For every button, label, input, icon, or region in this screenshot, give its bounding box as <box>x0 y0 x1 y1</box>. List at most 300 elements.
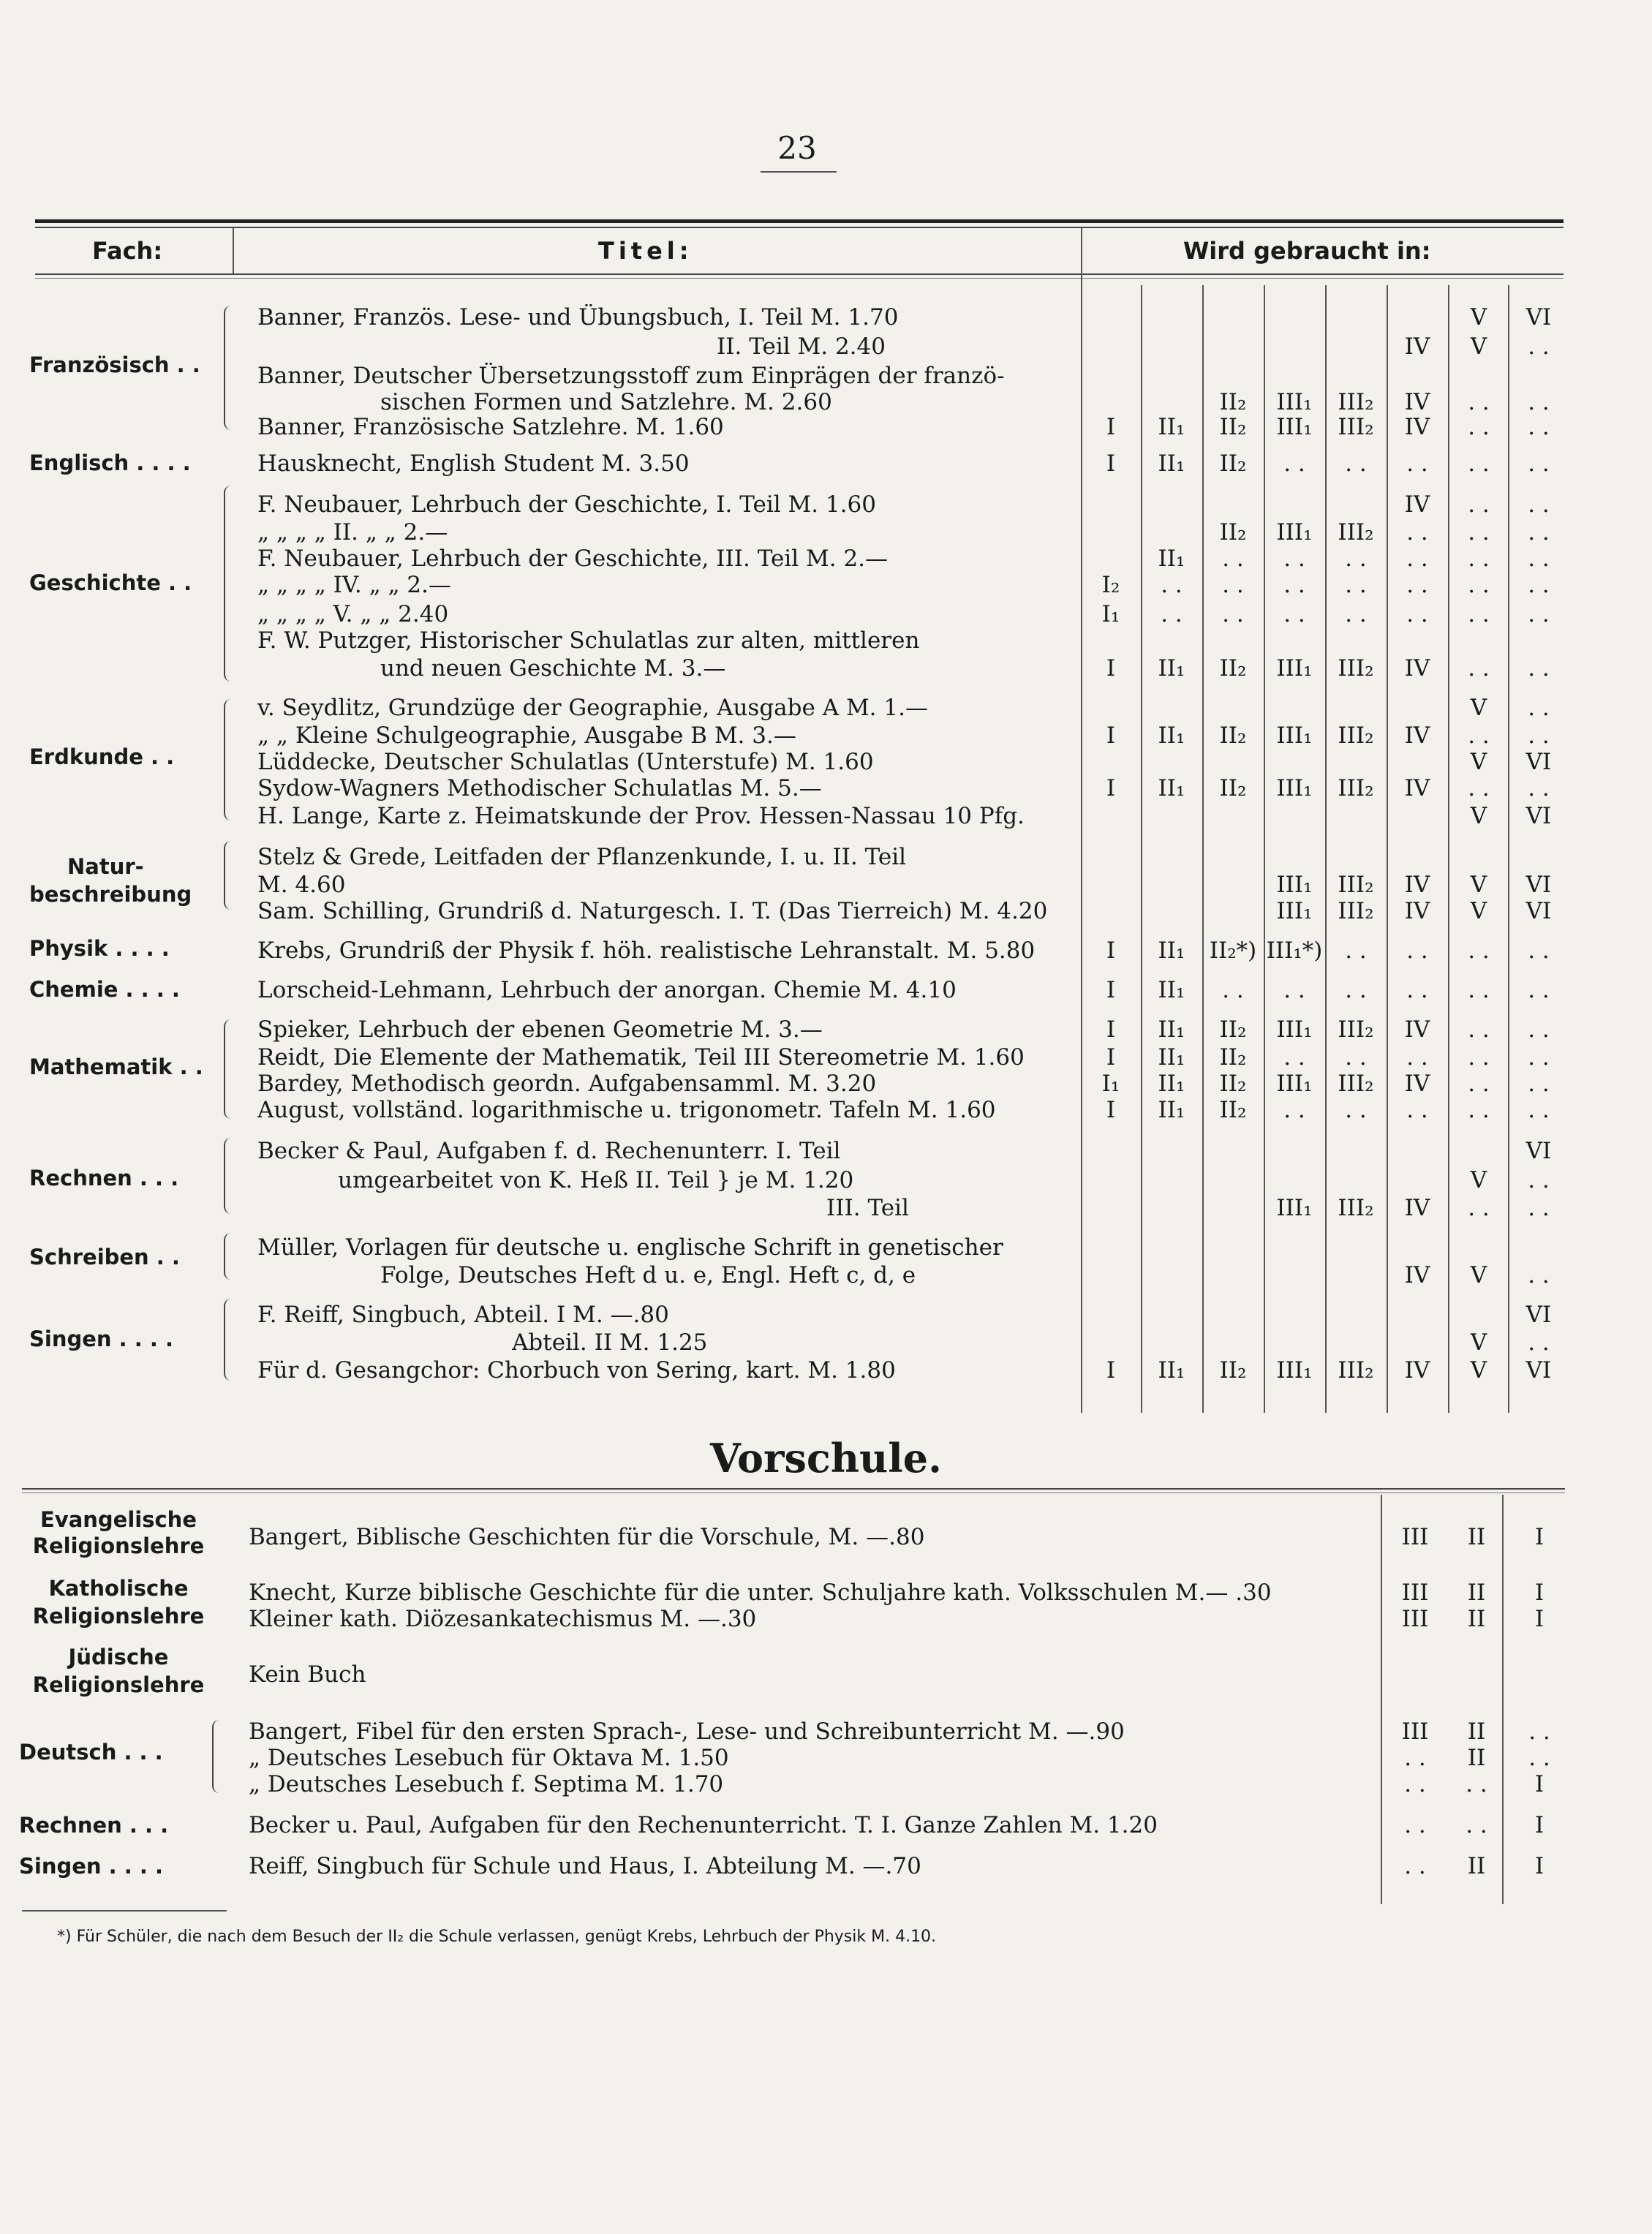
class-cell: . . <box>1468 601 1490 627</box>
book-title: III. Teil <box>826 1195 909 1221</box>
table-row <box>0 1718 1652 1748</box>
class-cell: . . <box>1283 601 1305 627</box>
class-cell: . . <box>1468 491 1490 518</box>
class-cell: II <box>1467 1718 1486 1745</box>
table-row <box>0 1524 1652 1553</box>
class-cell: II₂ <box>1219 775 1247 801</box>
class-cell: V <box>1470 304 1487 331</box>
class-cell: I <box>1106 722 1116 749</box>
book-title: F. Neubauer, Lehrbuch der Geschichte, I. Teil M. 1.60 <box>257 491 876 518</box>
class-cell: III₁ <box>1276 872 1313 898</box>
class-cell: I <box>1106 1044 1116 1071</box>
table-row <box>0 333 1652 363</box>
class-cell: . . <box>1528 450 1550 477</box>
table-row <box>0 1302 1652 1331</box>
class-cell: VI <box>1525 803 1552 829</box>
table-row <box>0 844 1652 873</box>
book-title: II. Teil M. 2.40 <box>717 333 886 360</box>
table-row <box>0 1044 1652 1073</box>
vorschule-subject-juedisch-2: Religionslehre <box>32 1672 205 1697</box>
book-title: „ Deutsches Lesebuch für Oktava M. 1.50 <box>249 1745 729 1771</box>
class-cell: . . <box>1404 1812 1426 1838</box>
footnote: *) Für Schüler, die nach dem Besuch der II₂ die Schule verlassen, genügt Krebs, Lehrbuch der Physik M. 4.10. <box>57 1928 937 1946</box>
book-title: Für d. Gesangchor: Chorbuch von Sering, kart. M. 1.80 <box>257 1357 896 1384</box>
page-number-rule <box>761 171 837 173</box>
class-cell: V <box>1470 749 1487 775</box>
class-cell: III₁ <box>1276 519 1313 546</box>
class-cell: V <box>1470 872 1487 898</box>
book-title: Reidt, Die Elemente der Mathematik, Teil III Stereometrie M. 1.60 <box>257 1044 1025 1071</box>
class-cell: . . <box>1283 546 1305 572</box>
class-cell: . . <box>1528 937 1550 964</box>
class-cell: . . <box>1468 655 1490 682</box>
class-cell: II₁ <box>1158 655 1185 682</box>
table-row <box>0 803 1652 832</box>
class-cell: III₂ <box>1338 1195 1374 1221</box>
book-title: „ „ „ „ IV. „ „ 2.— <box>257 572 451 598</box>
vorschule-subject-katholisch-2: Religionslehre <box>32 1604 205 1629</box>
class-cell: III₁ <box>1276 775 1313 801</box>
table-row <box>0 1812 1652 1841</box>
book-title: Banner, Französische Satzlehre. M. 1.60 <box>257 414 724 440</box>
class-cell: II₁ <box>1158 414 1185 440</box>
book-title: Lorscheid-Lehmann, Lehrbuch der anorgan. Chemie M. 4.10 <box>257 977 957 1003</box>
class-cell: . . <box>1222 572 1244 598</box>
table-row <box>0 1016 1652 1046</box>
book-title: „ „ „ „ V. „ „ 2.40 <box>257 601 449 627</box>
class-cell: II₂*) <box>1209 937 1257 964</box>
class-cell: . . <box>1222 601 1244 627</box>
subject-franzoesisch: Französisch . . <box>29 352 200 377</box>
class-cell: IV <box>1404 722 1430 749</box>
book-title: „ „ „ „ II. „ „ 2.— <box>257 519 448 546</box>
class-cell: IV <box>1404 1357 1430 1384</box>
class-cell: IV <box>1404 333 1430 360</box>
book-title: Stelz & Grede, Leitfaden der Pflanzenkunde, I. u. II. Teil <box>257 844 907 870</box>
class-cell: III <box>1401 1718 1429 1745</box>
class-cell: . . <box>1404 1771 1426 1797</box>
book-title: Kleiner kath. Diözesankatechismus M. —.30 <box>249 1606 757 1632</box>
table-row <box>0 695 1652 724</box>
class-cell: I <box>1106 937 1116 964</box>
class-cell: I₂ <box>1101 572 1120 598</box>
class-cell: . . <box>1404 1745 1426 1771</box>
table-row <box>0 627 1652 657</box>
class-cell: . . <box>1161 572 1183 598</box>
class-cell: III₁ <box>1276 414 1313 440</box>
class-cell: I <box>1106 775 1116 801</box>
table-row <box>0 491 1652 521</box>
class-cell: IV <box>1404 1071 1430 1097</box>
class-cell: . . <box>1528 722 1550 749</box>
class-cell: . . <box>1406 572 1428 598</box>
class-cell: II₂ <box>1219 519 1247 546</box>
class-cell: II₁ <box>1158 450 1185 477</box>
book-title: und neuen Geschichte M. 3.— <box>380 655 726 682</box>
class-cell: . . <box>1528 546 1550 572</box>
class-cell: IV <box>1404 389 1430 415</box>
class-cell: . . <box>1468 775 1490 801</box>
class-cell: . . <box>1468 1097 1490 1123</box>
table-row <box>0 1138 1652 1167</box>
book-title: Müller, Vorlagen für deutsche u. englische Schrift in genetischer <box>257 1234 1003 1261</box>
class-cell: II₂ <box>1219 655 1247 682</box>
class-cell: . . <box>1466 1812 1487 1838</box>
class-cell: . . <box>1528 1016 1550 1043</box>
column-divider <box>1381 1495 1382 1904</box>
class-cell: . . <box>1468 977 1490 1003</box>
class-cell: II₁ <box>1158 722 1185 749</box>
subject-naturbeschreibung-line2: beschreibung <box>29 882 192 907</box>
class-cell: V <box>1470 1262 1487 1288</box>
footnote-rule <box>22 1910 227 1912</box>
table-row <box>0 1195 1652 1224</box>
table-row <box>0 363 1652 392</box>
book-title: M. 4.60 <box>257 872 346 898</box>
class-cell: . . <box>1406 546 1428 572</box>
class-cell: I <box>1534 1853 1544 1879</box>
class-cell: . . <box>1528 1071 1550 1097</box>
class-cell: . . <box>1468 450 1490 477</box>
class-cell: III₂ <box>1338 872 1374 898</box>
class-cell: VI <box>1525 898 1552 924</box>
book-title: „ „ Kleine Schulgeographie, Ausgabe B M. 3.— <box>257 722 796 749</box>
class-cell: II <box>1467 1853 1486 1879</box>
book-title: Spieker, Lehrbuch der ebenen Geometrie M. 3.— <box>257 1016 823 1043</box>
book-title: Becker & Paul, Aufgaben f. d. Rechenunterr. I. Teil <box>257 1138 841 1164</box>
table-row <box>0 977 1652 1006</box>
class-cell: . . <box>1466 1771 1487 1797</box>
subject-rechnen: Rechnen . . . <box>29 1166 179 1190</box>
book-title: Bangert, Fibel für den ersten Sprach-, Lese- und Schreibunterricht M. —.90 <box>249 1718 1125 1745</box>
column-divider <box>233 228 234 273</box>
vorschule-subject-katholisch-1: Katholische <box>48 1576 189 1601</box>
class-cell: . . <box>1283 572 1305 598</box>
class-cell: . . <box>1345 1044 1367 1071</box>
class-cell: V <box>1470 695 1487 721</box>
class-cell: IV <box>1404 655 1430 682</box>
table-row <box>0 414 1652 443</box>
class-cell: II₂ <box>1219 1044 1247 1071</box>
book-title: sischen Formen und Satzlehre. M. 2.60 <box>380 389 832 415</box>
table-row <box>0 546 1652 575</box>
vorschule-subject-evangelisch-1: Evangelische <box>39 1507 197 1532</box>
book-title: Becker u. Paul, Aufgaben für den Rechenunterricht. T. I. Ganze Zahlen M. 1.20 <box>249 1812 1158 1838</box>
book-title: Banner, Deutscher Übersetzungsstoff zum Einprägen der franzö- <box>257 363 1005 389</box>
class-cell: III₂ <box>1338 389 1374 415</box>
class-cell: . . <box>1406 1044 1428 1071</box>
vorschule-heading: Vorschule. <box>710 1435 942 1482</box>
book-title: Knecht, Kurze biblische Geschichte für die unter. Schuljahre kath. Volksschulen M.— .30 <box>249 1580 1272 1606</box>
subject-erdkunde: Erdkunde . . <box>29 744 175 769</box>
class-cell: . . <box>1528 491 1550 518</box>
subject-singen: Singen . . . . <box>29 1327 173 1351</box>
class-cell: V <box>1470 1357 1487 1384</box>
class-cell: I <box>1106 655 1116 682</box>
class-cell: II <box>1467 1745 1486 1771</box>
class-cell: I <box>1534 1771 1544 1797</box>
class-cell: III₁*) <box>1266 937 1323 964</box>
class-cell: . . <box>1406 519 1428 546</box>
class-cell: III₂ <box>1338 414 1374 440</box>
table-row <box>0 1167 1652 1196</box>
table-row <box>0 1329 1652 1359</box>
subject-mathematik: Mathematik . . <box>29 1054 203 1079</box>
class-cell: . . <box>1528 1262 1550 1288</box>
header-rule <box>35 273 1564 275</box>
book-title: Sydow-Wagners Methodischer Schulatlas M. 5.— <box>257 775 822 801</box>
table-row <box>0 1071 1652 1100</box>
class-cell: II₁ <box>1158 937 1185 964</box>
book-title: Sam. Schilling, Grundriß d. Naturgesch. I. T. (Das Tierreich) M. 4.20 <box>257 898 1048 924</box>
class-cell: . . <box>1283 1044 1305 1071</box>
class-cell: . . <box>1528 977 1550 1003</box>
table-row <box>0 937 1652 967</box>
class-cell: III₁ <box>1276 722 1313 749</box>
column-divider <box>1502 1495 1504 1904</box>
class-cell: IV <box>1404 1262 1430 1288</box>
class-cell: . . <box>1406 937 1428 964</box>
class-cell: . . <box>1468 414 1490 440</box>
class-cell: . . <box>1345 601 1367 627</box>
book-title: umgearbeitet von K. Heß II. Teil } je M. 1.20 <box>338 1167 854 1193</box>
table-row <box>0 1357 1652 1386</box>
class-cell: . . <box>1404 1853 1426 1879</box>
class-cell: . . <box>1222 977 1244 1003</box>
class-cell: III₁ <box>1276 1195 1313 1221</box>
book-title: Reiff, Singbuch für Schule und Haus, I. Abteilung M. —.70 <box>249 1853 921 1879</box>
class-cell: . . <box>1283 1097 1305 1123</box>
class-cell: II <box>1467 1580 1486 1606</box>
table-row <box>0 749 1652 778</box>
class-cell: I <box>1534 1524 1544 1550</box>
class-cell: I <box>1106 414 1116 440</box>
class-cell: VI <box>1525 872 1552 898</box>
table-row <box>0 1234 1652 1264</box>
class-cell: . . <box>1468 1195 1490 1221</box>
book-title: Lüddecke, Deutscher Schulatlas (Unterstufe) M. 1.60 <box>257 749 874 775</box>
class-cell: III₂ <box>1338 1016 1374 1043</box>
class-cell: VI <box>1525 304 1552 331</box>
book-title: F. Reiff, Singbuch, Abteil. I M. —.80 <box>257 1302 669 1328</box>
class-cell: III₂ <box>1338 722 1374 749</box>
class-cell: . . <box>1528 775 1550 801</box>
class-cell: III₁ <box>1276 389 1313 415</box>
class-cell: V <box>1470 803 1487 829</box>
table-row <box>0 1745 1652 1774</box>
subject-englisch: Englisch . . . . <box>29 450 191 475</box>
book-title: Kein Buch <box>249 1661 366 1688</box>
class-cell: . . <box>1406 977 1428 1003</box>
table-row <box>0 519 1652 548</box>
table-row <box>0 1262 1652 1291</box>
class-cell: I <box>1106 1097 1116 1123</box>
class-cell: II₁ <box>1158 546 1185 572</box>
class-cell: III₂ <box>1338 1357 1374 1384</box>
class-cell: I <box>1106 977 1116 1003</box>
subject-physik: Physik . . . . <box>29 936 170 961</box>
class-cell: II₂ <box>1219 722 1247 749</box>
table-row <box>0 1097 1652 1126</box>
vorschule-subject-evangelisch-2: Religionslehre <box>32 1533 205 1558</box>
class-cell: II₂ <box>1219 414 1247 440</box>
class-cell: . . <box>1468 1016 1490 1043</box>
class-cell: . . <box>1345 937 1367 964</box>
table-row <box>0 304 1652 333</box>
vorschule-subject-deutsch: Deutsch . . . <box>19 1740 163 1765</box>
class-cell: III₁ <box>1276 898 1313 924</box>
table-row <box>0 1606 1652 1635</box>
class-cell: III₁ <box>1276 1357 1313 1384</box>
class-cell: . . <box>1528 1718 1550 1745</box>
class-cell: VI <box>1525 1138 1552 1164</box>
class-cell: . . <box>1528 601 1550 627</box>
class-cell: . . <box>1528 1329 1550 1356</box>
class-cell: . . <box>1528 389 1550 415</box>
table-row <box>0 1853 1652 1882</box>
class-cell: . . <box>1406 450 1428 477</box>
class-cell: I <box>1106 1357 1116 1384</box>
class-cell: . . <box>1528 1195 1550 1221</box>
table-row <box>0 450 1652 480</box>
class-cell: . . <box>1528 695 1550 721</box>
class-cell: I <box>1534 1606 1544 1632</box>
class-cell: . . <box>1528 519 1550 546</box>
class-cell: . . <box>1468 1044 1490 1071</box>
class-cell: V <box>1470 898 1487 924</box>
class-cell: . . <box>1528 1167 1550 1193</box>
subject-geschichte: Geschichte . . <box>29 570 192 595</box>
class-cell: III₂ <box>1338 655 1374 682</box>
class-cell: . . <box>1468 937 1490 964</box>
book-title: F. Neubauer, Lehrbuch der Geschichte, III. Teil M. 2.— <box>257 546 889 572</box>
class-cell: II₂ <box>1219 1016 1247 1043</box>
book-title: Banner, Französ. Lese- und Übungsbuch, I. Teil M. 1.70 <box>257 304 899 331</box>
class-cell: . . <box>1406 1097 1428 1123</box>
table-row <box>0 1771 1652 1800</box>
class-cell: . . <box>1345 1097 1367 1123</box>
class-cell: . . <box>1345 977 1367 1003</box>
class-cell: III₂ <box>1338 1071 1374 1097</box>
class-cell: III₁ <box>1276 655 1313 682</box>
class-cell: II₁ <box>1158 1016 1185 1043</box>
class-cell: II₁ <box>1158 977 1185 1003</box>
class-cell: IV <box>1404 872 1430 898</box>
class-cell: II₁ <box>1158 1097 1185 1123</box>
class-cell: . . <box>1528 1044 1550 1071</box>
class-cell: . . <box>1468 519 1490 546</box>
class-cell: I <box>1106 1016 1116 1043</box>
book-title: August, vollständ. logarithmische u. trigonometr. Tafeln M. 1.60 <box>257 1097 996 1123</box>
book-title: Folge, Deutsches Heft d u. e, Engl. Heft c, d, e <box>380 1262 916 1288</box>
class-cell: I₁ <box>1101 1071 1120 1097</box>
top-rule <box>35 219 1564 223</box>
table-row <box>0 898 1652 927</box>
table-row <box>0 722 1652 752</box>
class-cell: IV <box>1404 414 1430 440</box>
class-cell: . . <box>1468 1071 1490 1097</box>
class-cell: V <box>1470 1329 1487 1356</box>
book-title: Bardey, Methodisch geordn. Aufgabensamml. M. 3.20 <box>257 1071 877 1097</box>
class-cell: . . <box>1468 722 1490 749</box>
class-cell: . . <box>1528 572 1550 598</box>
class-cell: III <box>1401 1606 1429 1632</box>
class-cell: I <box>1534 1812 1544 1838</box>
vorschule-subject-singen: Singen . . . . <box>19 1854 163 1879</box>
header-wird-gebraucht: Wird gebraucht in: <box>1183 237 1431 265</box>
vorschule-rule <box>22 1488 1565 1490</box>
class-cell: . . <box>1468 546 1490 572</box>
class-cell: III₂ <box>1338 775 1374 801</box>
class-cell: . . <box>1468 572 1490 598</box>
table-row <box>0 1580 1652 1609</box>
class-cell: IV <box>1404 491 1430 518</box>
class-cell: I <box>1106 450 1116 477</box>
class-cell: . . <box>1345 546 1367 572</box>
class-cell: I₁ <box>1101 601 1120 627</box>
class-cell: V <box>1470 333 1487 360</box>
subject-chemie: Chemie . . . . <box>29 977 180 1002</box>
class-cell: II₁ <box>1158 1044 1185 1071</box>
class-cell: VI <box>1525 1357 1552 1384</box>
class-cell: . . <box>1283 450 1305 477</box>
class-cell: III₁ <box>1276 1016 1313 1043</box>
class-cell: . . <box>1528 333 1550 360</box>
class-cell: IV <box>1404 898 1430 924</box>
class-cell: III₂ <box>1338 898 1374 924</box>
class-cell: . . <box>1468 389 1490 415</box>
class-cell: . . <box>1528 1097 1550 1123</box>
class-cell: III₁ <box>1276 1071 1313 1097</box>
book-title: Bangert, Biblische Geschichten für die Vorschule, M. —.80 <box>249 1524 925 1550</box>
class-cell: . . <box>1528 655 1550 682</box>
table-row <box>0 572 1652 601</box>
class-cell: II₁ <box>1158 1071 1185 1097</box>
class-cell: V <box>1470 1167 1487 1193</box>
page-number: 23 <box>777 130 817 166</box>
header-titel: Titel: <box>598 237 693 265</box>
vorschule-subject-rechnen: Rechnen . . . <box>19 1813 169 1838</box>
class-cell: II₂ <box>1219 1097 1247 1123</box>
vorschule-subject-juedisch-1: Jüdische <box>68 1645 169 1669</box>
class-cell: . . <box>1345 572 1367 598</box>
class-cell: . . <box>1528 414 1550 440</box>
table-row <box>0 1661 1652 1691</box>
book-title: F. W. Putzger, Historischer Schulatlas zur alten, mittleren <box>257 627 920 654</box>
table-row <box>0 872 1652 901</box>
class-cell: II₁ <box>1158 775 1185 801</box>
class-cell: II₁ <box>1158 1357 1185 1384</box>
class-cell: . . <box>1222 546 1244 572</box>
class-cell: I <box>1534 1580 1544 1606</box>
table-row <box>0 775 1652 804</box>
class-cell: II₂ <box>1219 1071 1247 1097</box>
class-cell: II <box>1467 1524 1486 1550</box>
class-cell: III <box>1401 1580 1429 1606</box>
book-title: Krebs, Grundriß der Physik f. höh. realistische Lehranstalt. M. 5.80 <box>257 937 1036 964</box>
book-title: Abteil. II M. 1.25 <box>512 1329 708 1356</box>
table-row <box>0 655 1652 684</box>
class-cell: II₂ <box>1219 389 1247 415</box>
class-cell: . . <box>1345 450 1367 477</box>
class-cell: VI <box>1525 749 1552 775</box>
subject-schreiben: Schreiben . . <box>29 1245 180 1269</box>
class-cell: III₂ <box>1338 519 1374 546</box>
class-cell: . . <box>1283 977 1305 1003</box>
class-cell: . . <box>1528 1745 1550 1771</box>
header-fach: Fach: <box>92 237 163 265</box>
class-cell: . . <box>1161 601 1183 627</box>
